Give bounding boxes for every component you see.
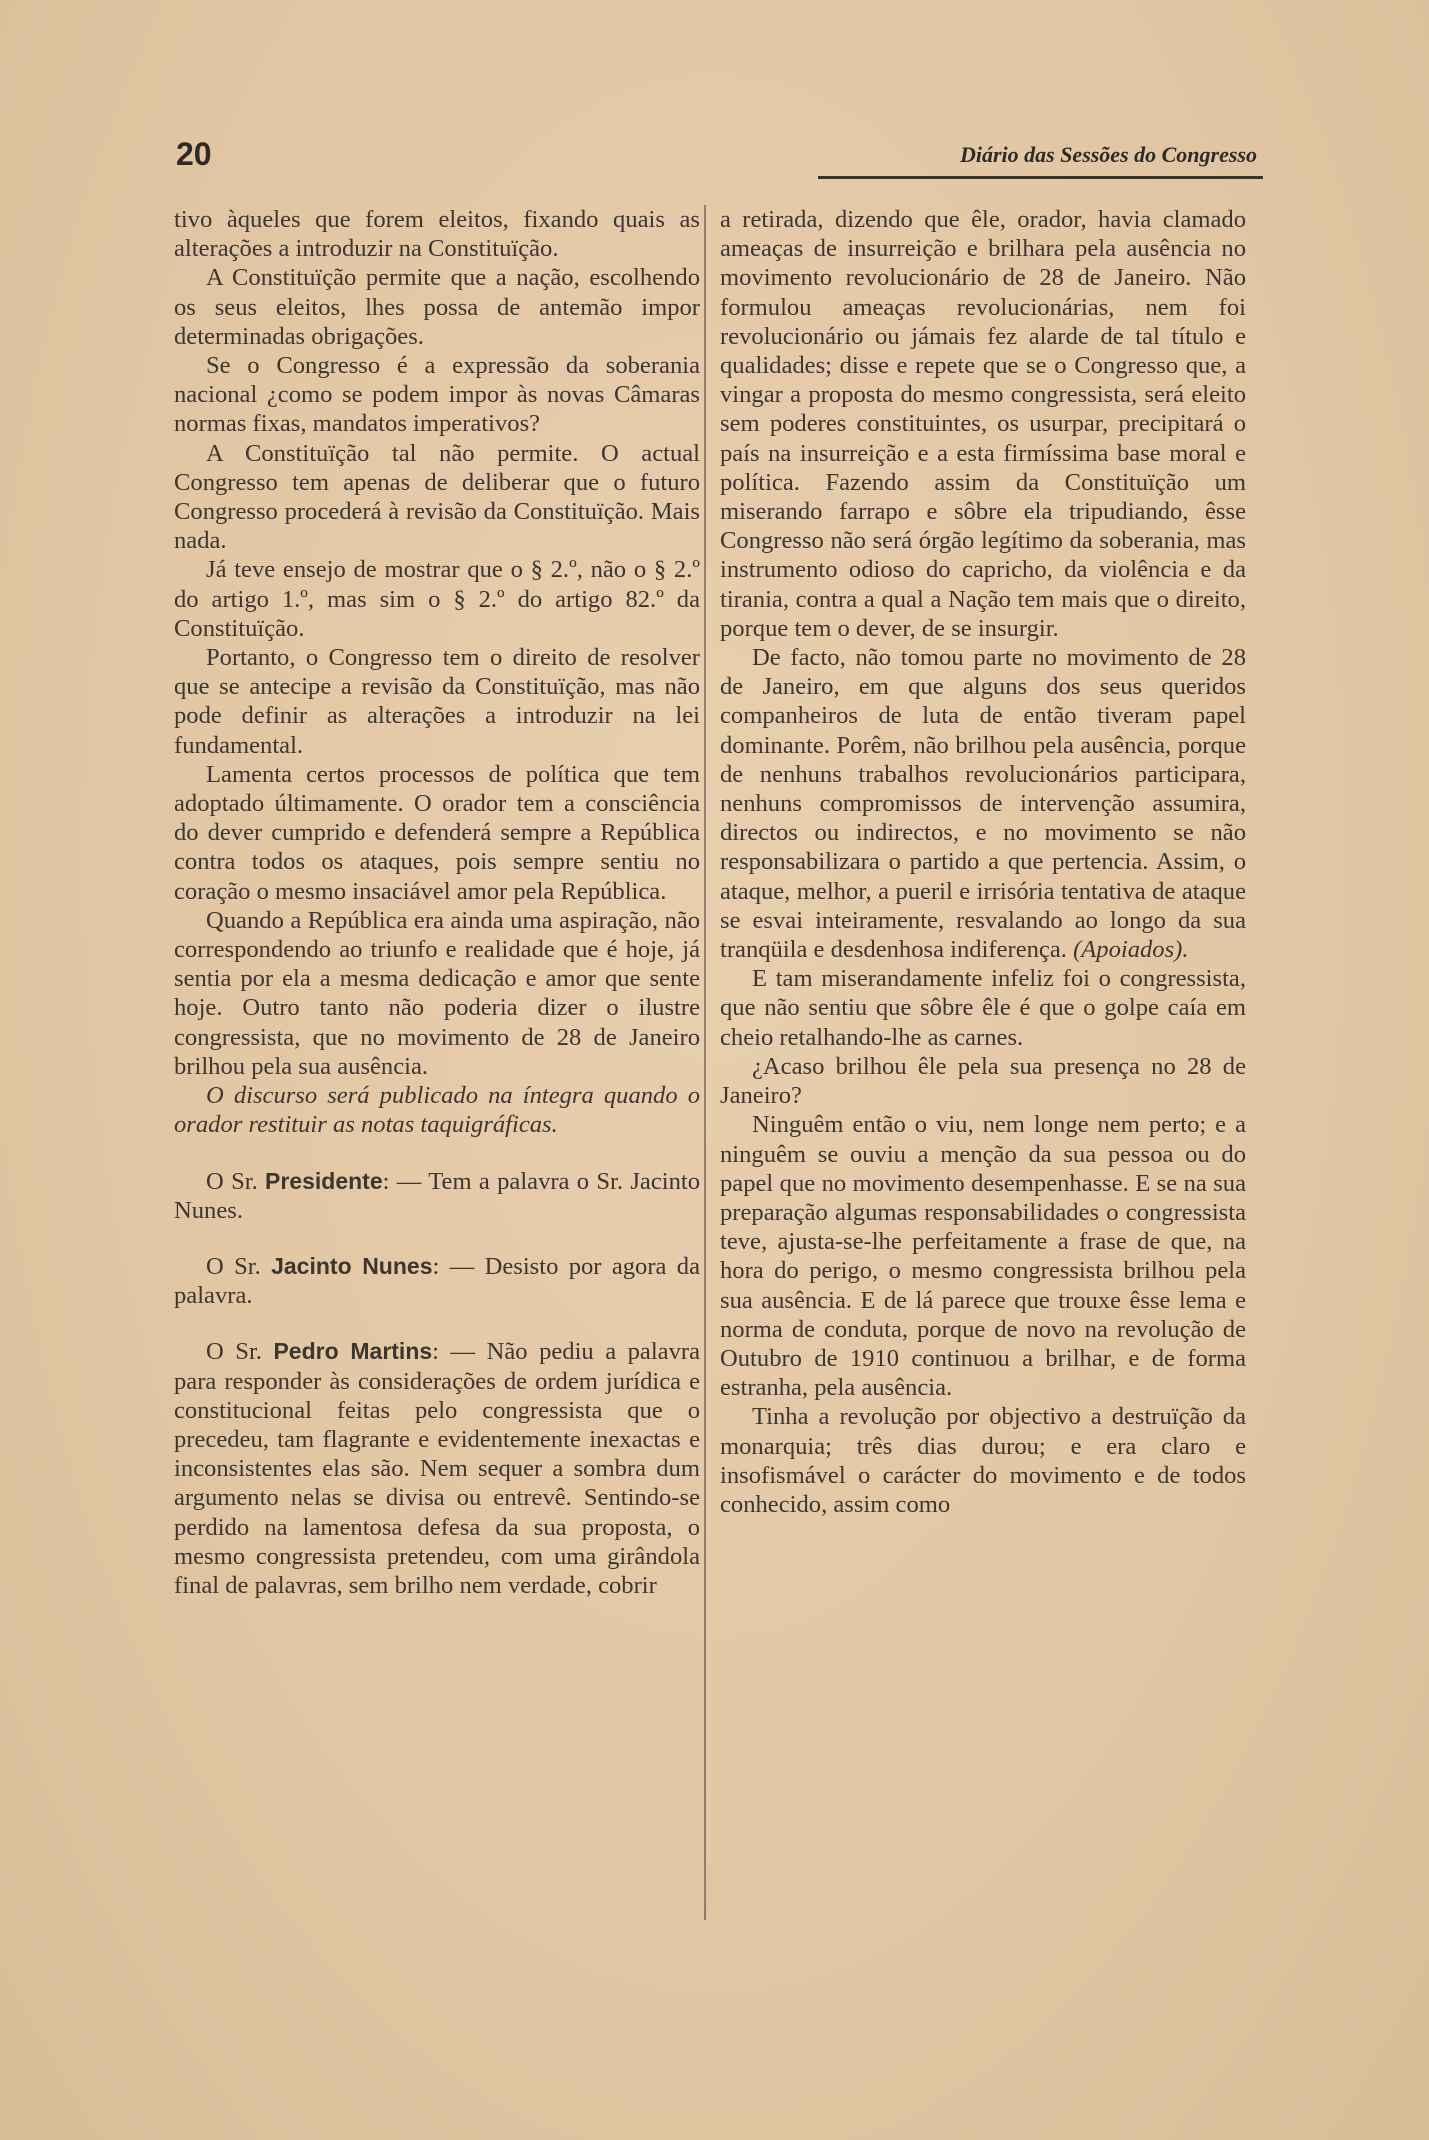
paragraph: Já teve ensejo de mostrar que o § 2.º, não o § 2.º do artigo 1.º, mas sim o § 2.º do artigo 82.º da Constituïção. bbox=[174, 556, 700, 642]
speech-paragraph bbox=[174, 1252, 700, 1310]
running-title: Diário das Sessões do Congresso bbox=[959, 142, 1257, 167]
column-divider bbox=[704, 205, 706, 1920]
paragraph: Tinha a revolução por objectivo a destruïção da monarquia; três dias durou; e era claro e insofismável o carácter do movimento e de todos conhecido, assim como bbox=[720, 1403, 1246, 1518]
speech-text: : — Não pediu a palavra para responder às considerações de ordem jurídica e constitucional feitas pelo congressista que o precedeu, tam flagrante e evidentemente inexactas e inconsistentes elas são. Nem sequer a sombra dum argumento nelas se divisa ou entrevê. Sentindo-se perdido na lamentosa defesa da sua proposta, o mesmo congressista pretendeu, com uma girândola final de palavras, sem brilho nem verdade, cobrir bbox=[174, 1338, 700, 1599]
speech-prefix: O Sr. bbox=[206, 1338, 274, 1366]
speech-paragraph bbox=[174, 1167, 700, 1225]
paragraph-text: De facto, não tomou parte no movimento de 28 de Janeiro, em que alguns dos seus queridos companheiros de luta de então tiveram papel dominante. Porêm, não brilhou pela ausência, porque de nenhuns trabalhos revolucionários participara, nenhuns compromissos de intervenção assumira, directos ou indirectos, e no movimento se não responsabilizara o partido a que pertencia. Assim, o ataque, melhor, a pueril e irrisória tentativa de ataque se esvai inteiramente, resvalando ao longo da sua tranqüila e desdenhosa indiferença. bbox=[720, 644, 1246, 964]
paragraph bbox=[720, 643, 1246, 964]
speaker-name: Presidente bbox=[265, 1167, 383, 1194]
paragraph: E tam miserandamente infeliz foi o congressista, que não sentiu que sôbre êle é que o golpe caía em cheio retalhando-lhe as carnes. bbox=[720, 965, 1246, 1051]
paragraph: Portanto, o Congresso tem o direito de resolver que se antecipe a revisão da Constituïção, mas não pode definir as alterações a introduzir na lei fundamental. bbox=[174, 644, 700, 759]
speaker-name: Jacinto Nunes bbox=[271, 1252, 433, 1279]
paragraph: A Constituïção tal não permite. O actual Congresso tem apenas de deliberar que o futuro Congresso procederá à revisão da Constituïção. Mais nada. bbox=[174, 439, 700, 555]
interjection: (Apoiados). bbox=[1073, 936, 1189, 964]
left-column bbox=[174, 205, 700, 1600]
paragraph: Ninguêm então o viu, nem longe nem perto; e a ninguêm se ouviu a menção da sua pessoa ou do papel que no movimento desempenhasse. E se na sua preparação algumas responsabilidades o congressista teve, ajusta-se-lhe perfeitamente a frase de que, na hora do perigo, o mesmo congressista brilhou pela sua ausência. E de lá parece que trouxe êsse lema e norma de conduta, porque de novo na revolução de Outubro de 1910 continuou a brilhar, e de forma estranha, pela ausência. bbox=[720, 1111, 1246, 1402]
speech-prefix: O Sr. bbox=[206, 1167, 266, 1195]
paragraph: A Constituïção permite que a nação, escolhendo os seus eleitos, lhes possa de antemão impor determinadas obrigações. bbox=[174, 264, 700, 350]
paragraph: Lamenta certos processos de política que tem adoptado últimamente. O orador tem a consciência do dever cumprido e defenderá sempre a República contra todos os ataques, pois sempre sentiu no coração o mesmo insaciável amor pela República. bbox=[174, 760, 700, 905]
speech-text: : — Desisto por agora da palavra. bbox=[174, 1252, 700, 1310]
header-rule bbox=[818, 176, 1263, 179]
right-column bbox=[720, 205, 1246, 1519]
speaker-name: Pedro Martins bbox=[273, 1338, 433, 1365]
editorial-note: O discurso será publicado na íntegra quando o orador restituir as notas taquigráficas. bbox=[174, 1082, 700, 1139]
paragraph: tivo àqueles que forem eleitos, fixando quais as alterações a introduzir na Constituïção. bbox=[174, 206, 700, 263]
speech-paragraph bbox=[174, 1337, 700, 1600]
speech-prefix: O Sr. bbox=[206, 1252, 272, 1280]
paragraph: a retirada, dizendo que êle, orador, havia clamado ameaças de insurreição e brilhara pela ausência no movimento revolucionário de 28 de Janeiro. Não formulou ameaças revolucionárias, nem foi revolucionário ou jámais fez alarde de tal título e qualidades; disse e repete que se o Congresso que, a vingar a proposta do mesmo congressista, será eleito sem poderes constituintes, os usurpar, precipitará o país na insurreição e a esta firmíssima base moral e política. Fazendo assim da Constituïção um miserando farrapo e sôbre ela tripudiando, êsse Congresso não será órgão legítimo da soberania, mas instrumento odioso do capricho, da violência e da tirania, contra a qual a Nação tem mais que o direito, porque tem o dever, de se insurgir. bbox=[720, 206, 1246, 642]
speech-text: : — Tem a palavra o Sr. Jacinto Nunes. bbox=[174, 1167, 700, 1224]
paragraph: Quando a República era ainda uma aspiração, não correspondendo ao triunfo e realidade que é hoje, já sentia por ela a mesma dedicação e amor que sente hoje. Outro tanto não poderia dizer o ilustre congressista, que no movimento de 28 de Janeiro brilhou pela sua ausência. bbox=[174, 906, 700, 1080]
paragraph: Se o Congresso é a expressão da soberania nacional ¿como se podem impor às novas Câmaras normas fixas, mandatos imperativos? bbox=[174, 352, 700, 438]
page-number: 20 bbox=[176, 136, 212, 172]
paragraph: ¿Acaso brilhou êle pela sua presença no 28 de Janeiro? bbox=[720, 1052, 1246, 1110]
